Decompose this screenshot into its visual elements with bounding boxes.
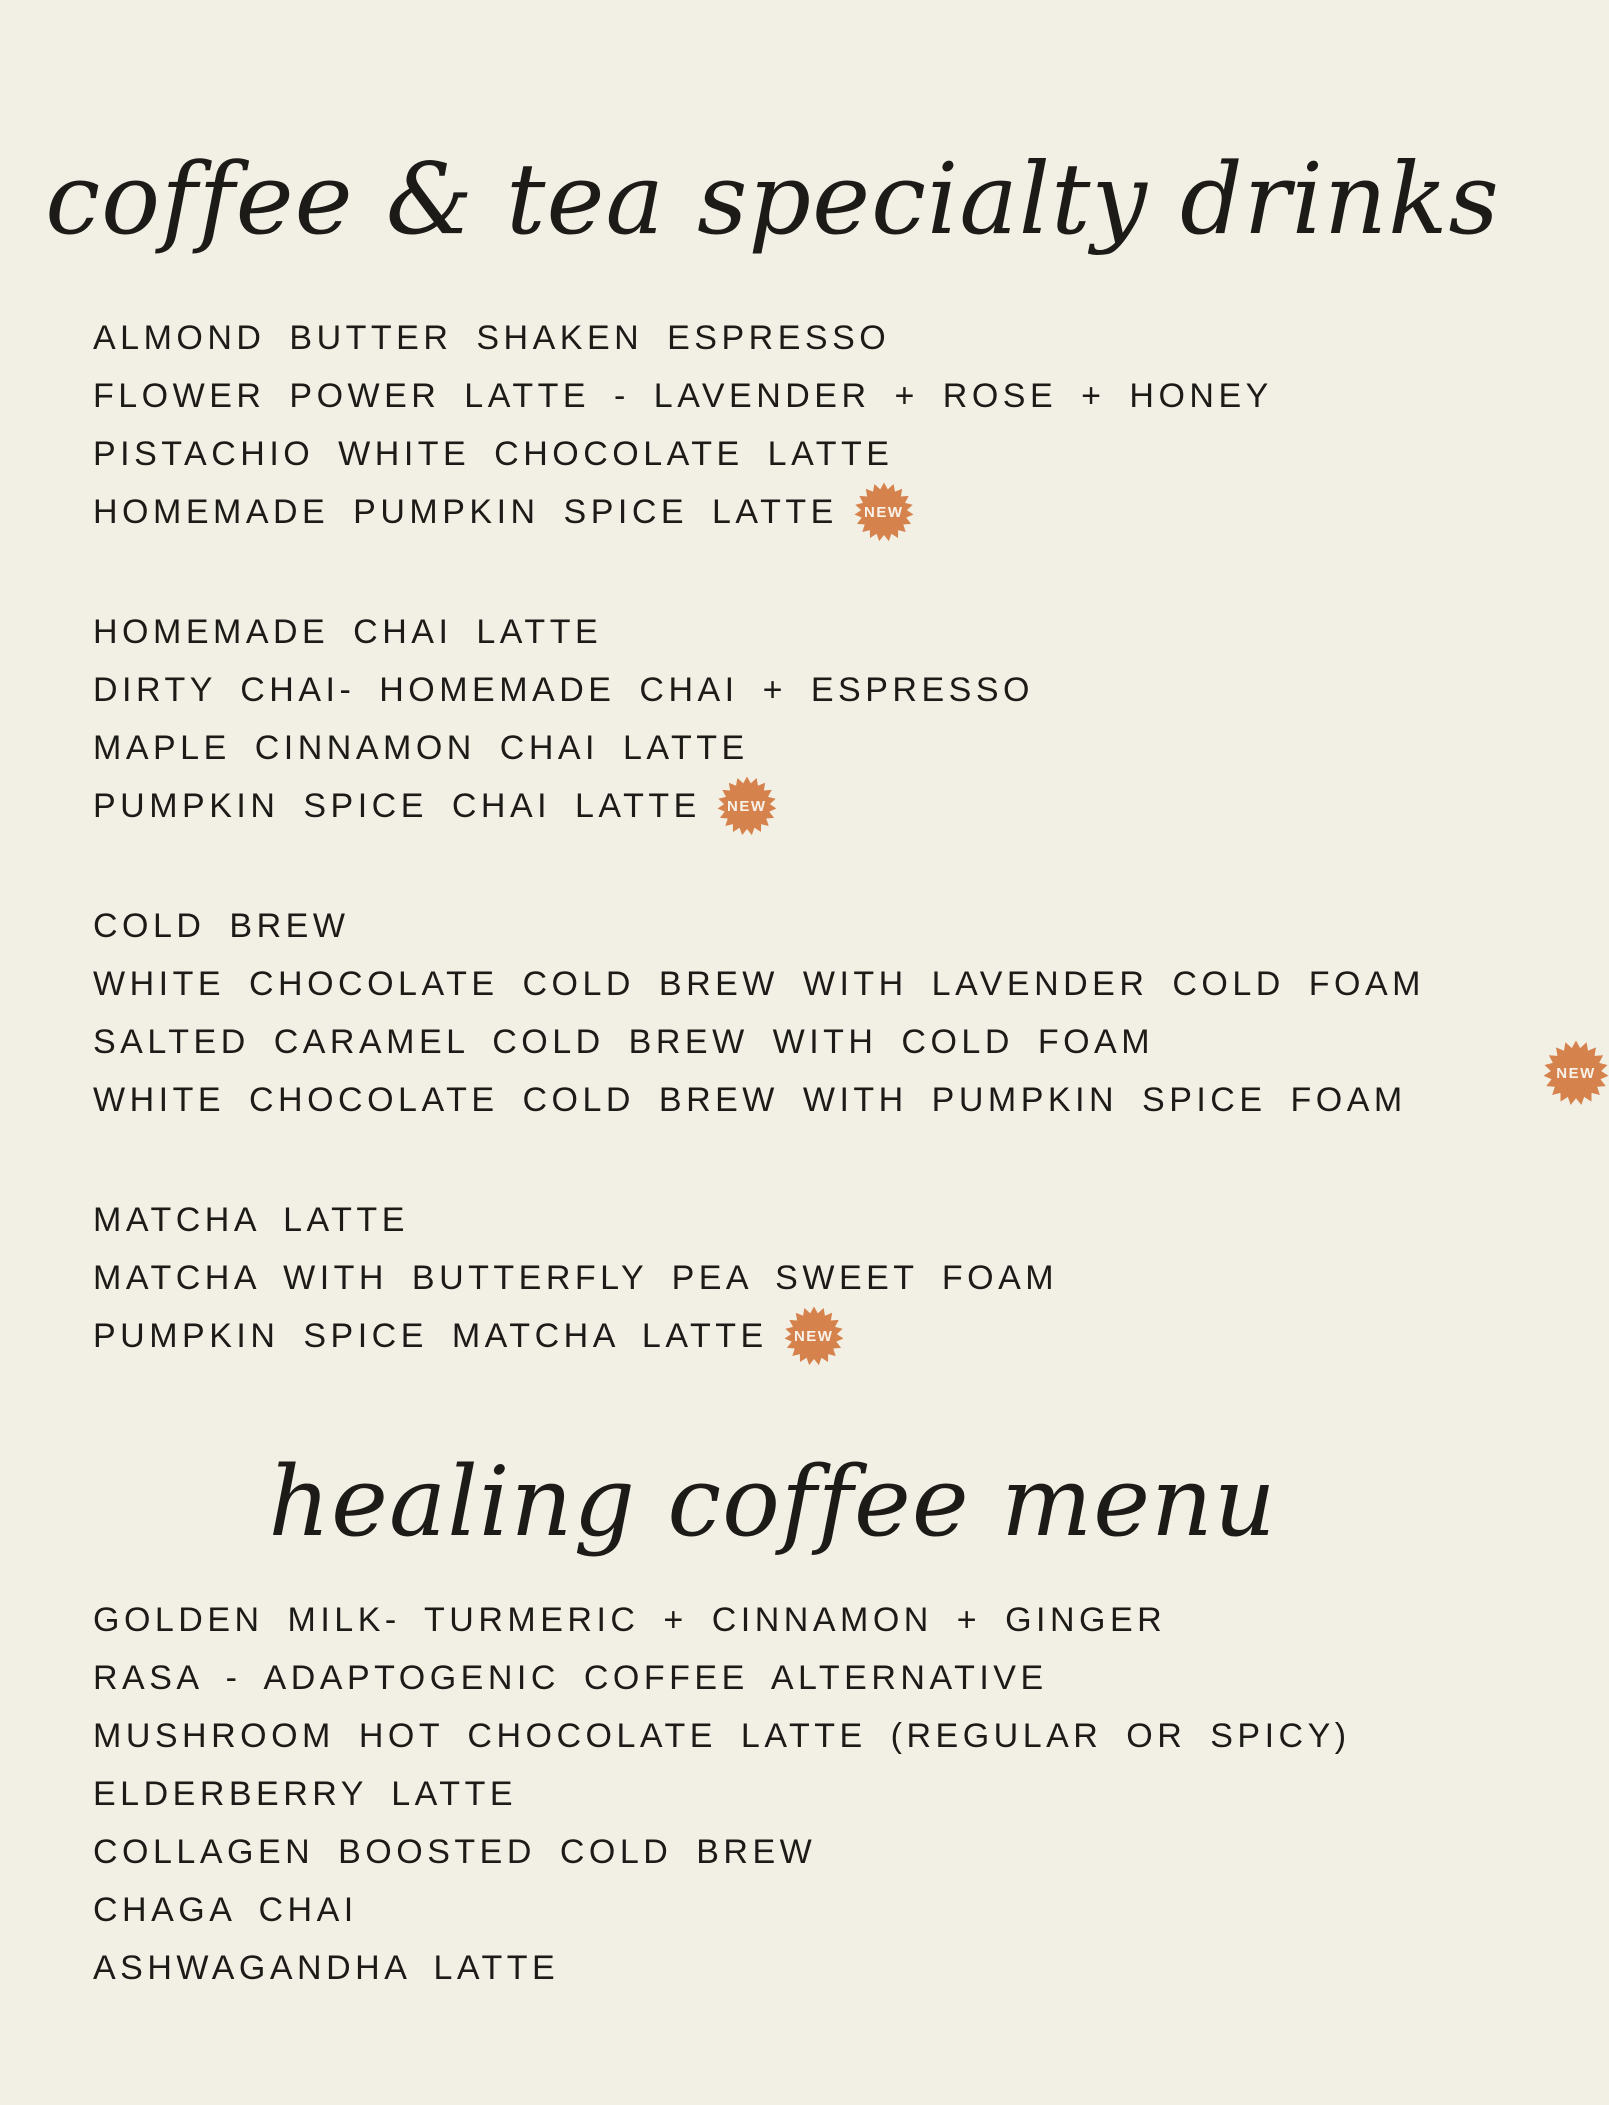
- new-badge-label: NEW: [793, 1327, 834, 1345]
- menu-item-label: COLLAGEN BOOSTED COLD BREW: [93, 1832, 817, 1871]
- menu-item-label: ELDERBERRY LATTE: [93, 1774, 518, 1813]
- menu-item-label: GOLDEN MILK- TURMERIC + CINNAMON + GINGER: [93, 1600, 1167, 1639]
- menu-item: [93, 1823, 1545, 1881]
- menu-item: [93, 719, 1545, 777]
- menu-item-label: PISTACHIO WHITE CHOCOLATE LATTE: [93, 434, 894, 473]
- menu-item: [93, 1939, 1545, 1997]
- menu-group-matcha: [93, 1191, 1545, 1365]
- menu-item-label: HOMEMADE PUMPKIN SPICE LATTE: [93, 492, 838, 531]
- menu-item: [93, 1307, 1545, 1365]
- menu-item-label: CHAGA CHAI: [93, 1890, 358, 1929]
- new-badge-label: NEW: [727, 797, 767, 815]
- menu-item: [93, 897, 1545, 955]
- menu-item-label: MUSHROOM HOT CHOCOLATE LATTE (REGULAR OR SPICY): [93, 1716, 1351, 1755]
- menu-item-label: HOMEMADE CHAI LATTE: [93, 612, 603, 651]
- menu-item: [93, 1064, 1596, 1129]
- section-title-specialty-drinks: coffee & tea specialty drinks: [45, 143, 1500, 257]
- menu-item: [93, 777, 1545, 835]
- section-title-healing-coffee: healing coffee menu: [268, 1446, 1277, 1558]
- menu-item: [93, 1707, 1545, 1765]
- menu-group-healing: [93, 1591, 1545, 1997]
- new-badge: [854, 482, 914, 542]
- menu-item: [93, 1881, 1545, 1939]
- menu-item-label: MAPLE CINNAMON CHAI LATTE: [93, 728, 749, 767]
- menu-item: [93, 661, 1545, 719]
- new-badge: [1543, 1040, 1609, 1106]
- new-badge-label: NEW: [864, 503, 904, 521]
- specialty-drinks-list: [0, 309, 1596, 1365]
- menu-item-label: MATCHA WITH BUTTERFLY PEA SWEET FOAM: [93, 1258, 1059, 1297]
- menu-item: [93, 1249, 1545, 1307]
- menu-item: [93, 1649, 1545, 1707]
- menu-item: [93, 1013, 1545, 1071]
- menu-item: [93, 603, 1545, 661]
- menu-item-label: WHITE CHOCOLATE COLD BREW WITH PUMPKIN SPICE FOAM: [93, 1080, 1407, 1119]
- new-badge: [717, 776, 777, 836]
- menu-item-label: WHITE CHOCOLATE COLD BREW WITH LAVENDER COLD FOAM: [93, 964, 1425, 1003]
- menu-item: [93, 955, 1545, 1013]
- menu-item: [93, 309, 1545, 367]
- coffee-menu-poster: [0, 105, 1596, 2105]
- menu-item: [93, 1591, 1545, 1649]
- menu-group-espresso-lattes: [93, 309, 1545, 541]
- menu-group-chai: [93, 603, 1545, 835]
- new-badge-label: NEW: [1556, 1064, 1596, 1082]
- menu-item: [93, 483, 1545, 541]
- menu-item-label: MATCHA LATTE: [93, 1200, 409, 1239]
- menu-item-label: FLOWER POWER LATTE - LAVENDER + ROSE + HONEY: [93, 376, 1273, 415]
- menu-item-label: RASA - ADAPTOGENIC COFFEE ALTERNATIVE: [93, 1658, 1048, 1697]
- menu-item: [93, 1191, 1545, 1249]
- menu-item-label: PUMPKIN SPICE MATCHA LATTE: [93, 1316, 768, 1355]
- menu-item-label: COLD BREW: [93, 906, 350, 945]
- new-badge: [784, 1306, 844, 1366]
- menu-item: [93, 425, 1545, 483]
- healing-coffee-list: [0, 1591, 1545, 1997]
- menu-item-label: PUMPKIN SPICE CHAI LATTE: [93, 786, 701, 825]
- menu-item: [93, 367, 1545, 425]
- menu-item-label: DIRTY CHAI- HOMEMADE CHAI + ESPRESSO: [93, 670, 1034, 709]
- menu-item: [93, 1765, 1545, 1823]
- menu-item-label: SALTED CARAMEL COLD BREW WITH COLD FOAM: [93, 1022, 1155, 1061]
- menu-item-label: ASHWAGANDHA LATTE: [93, 1948, 560, 1987]
- menu-item-label: ALMOND BUTTER SHAKEN ESPRESSO: [93, 318, 891, 357]
- menu-group-cold-brew: [93, 897, 1596, 1129]
